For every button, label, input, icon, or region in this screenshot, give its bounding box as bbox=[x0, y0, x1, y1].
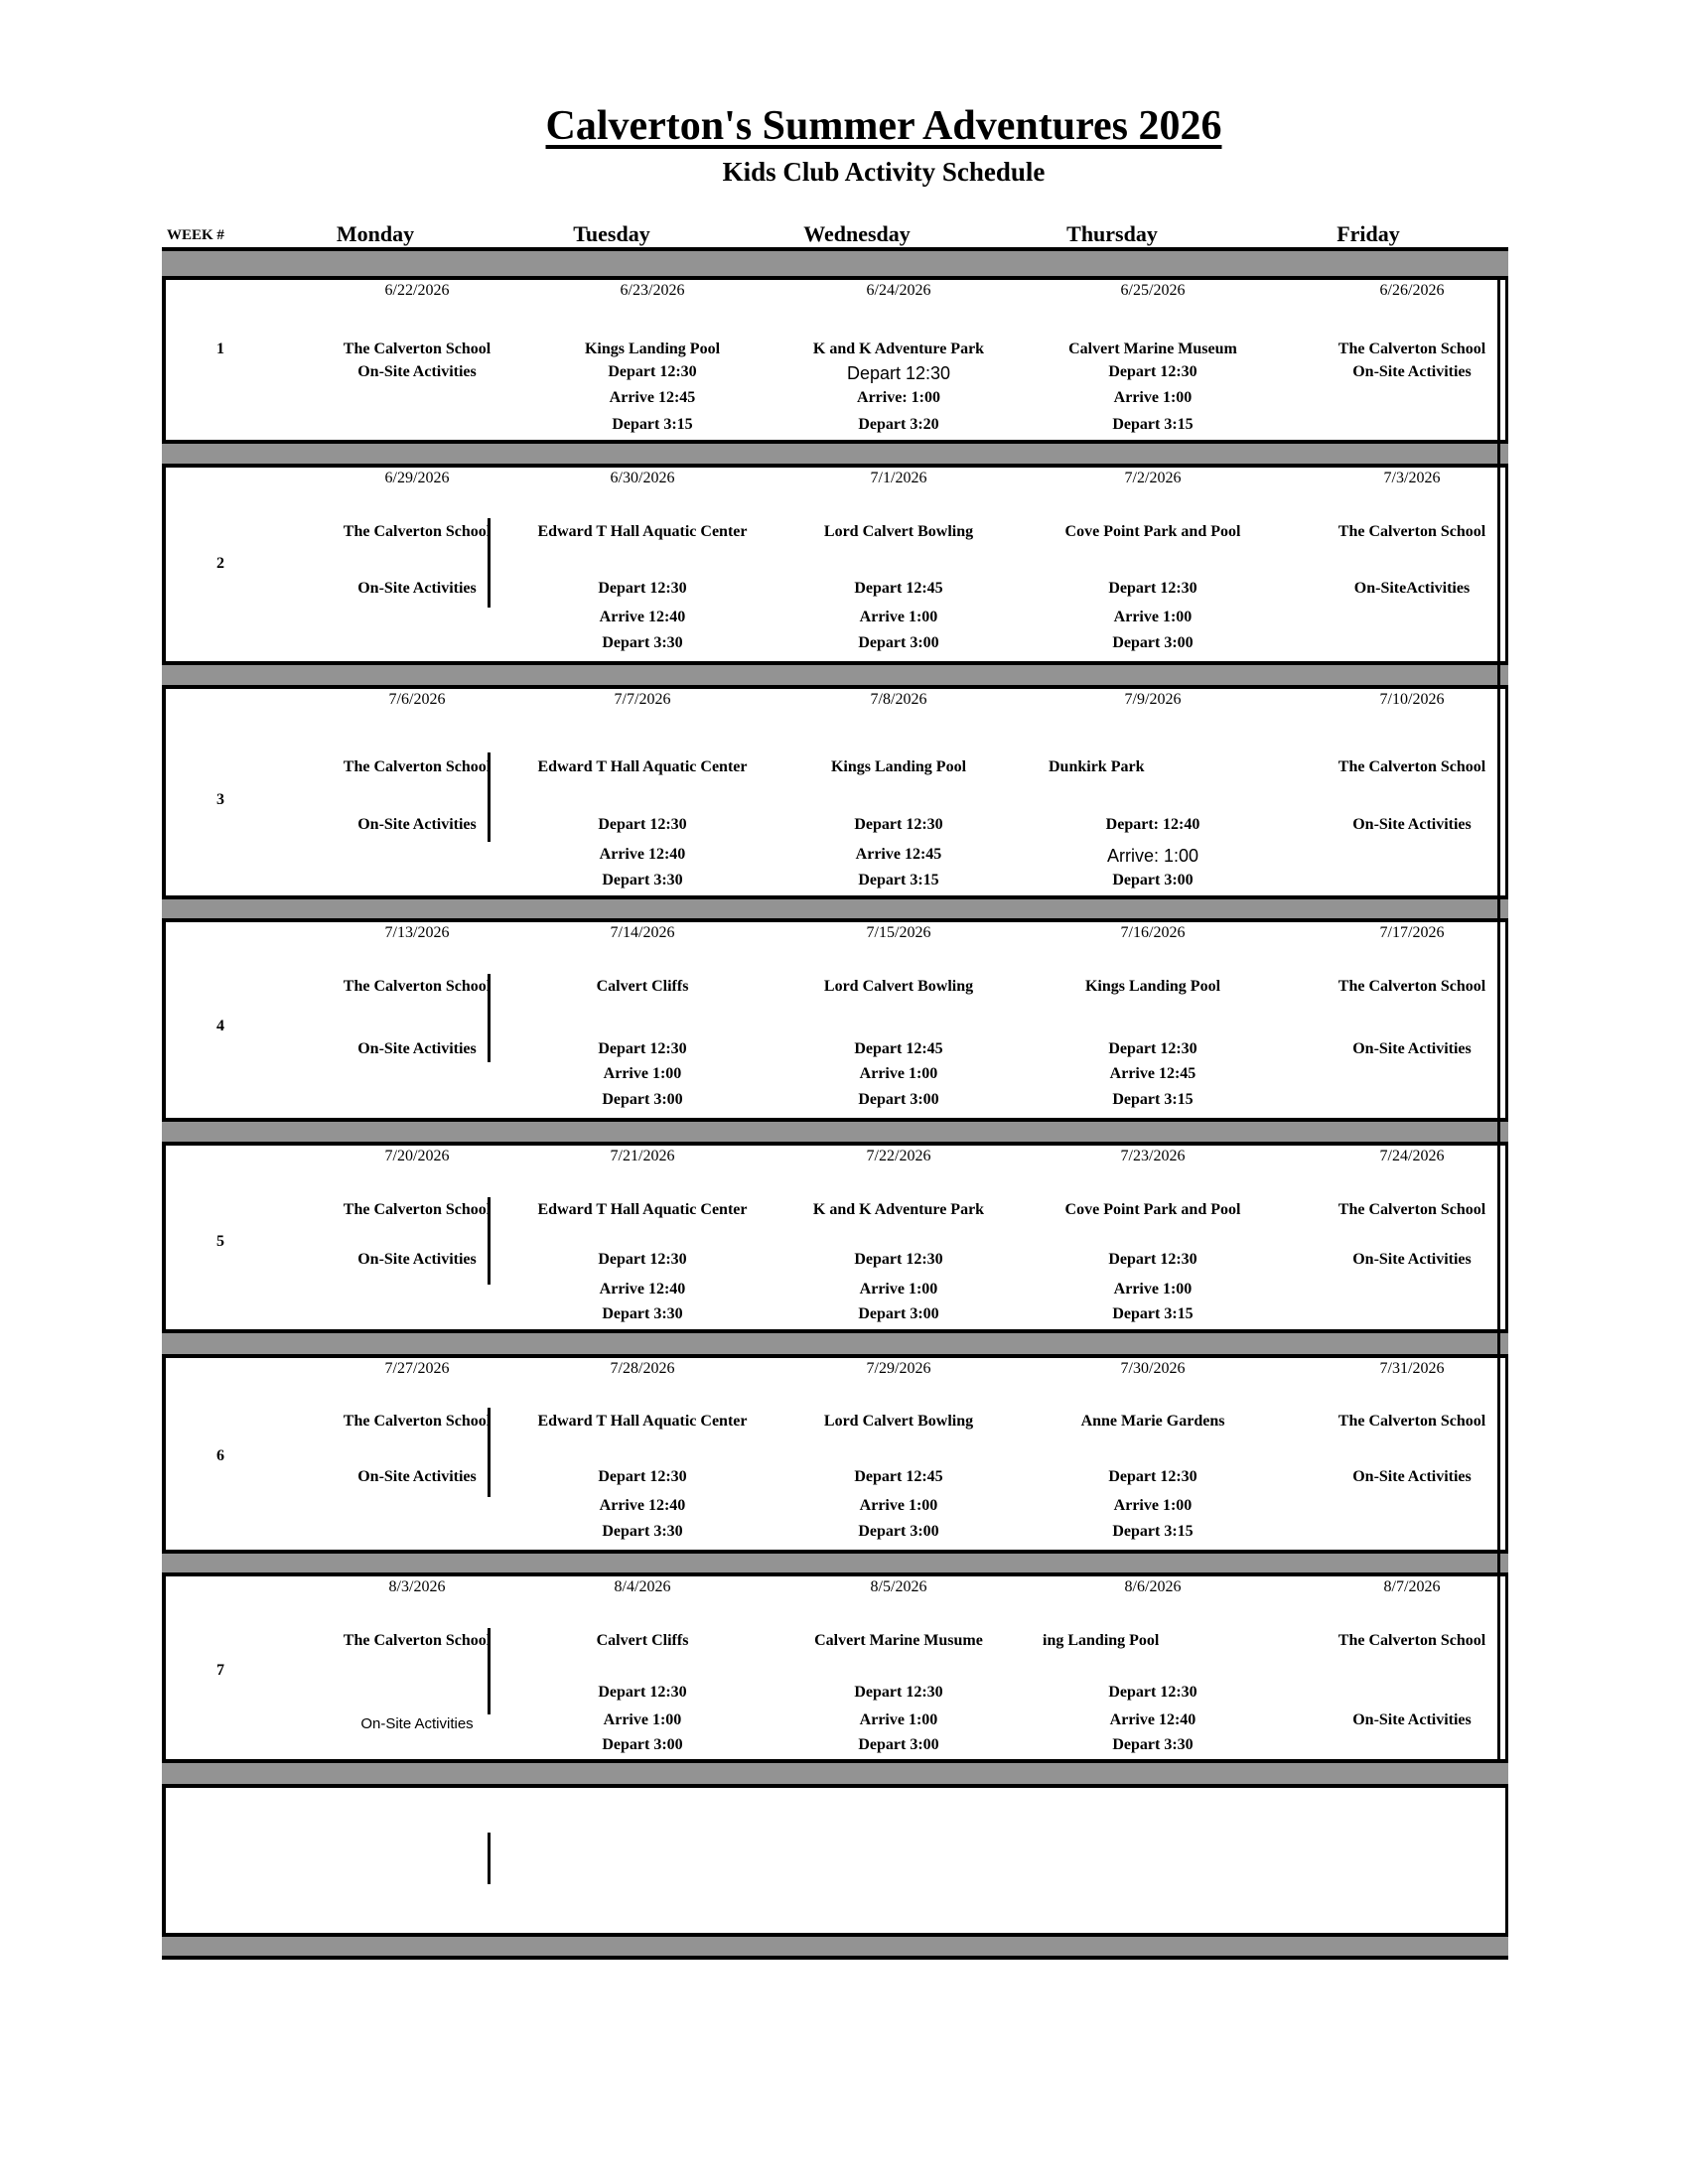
cell-line: On-Site Activities bbox=[357, 816, 477, 833]
cell-line: Arrive 1:00 bbox=[859, 1065, 938, 1082]
cell-line: On-Site Activities bbox=[1352, 1040, 1472, 1057]
cell-line: Depart 3:15 bbox=[1112, 1523, 1194, 1540]
cell-date: 7/31/2026 bbox=[1379, 1360, 1445, 1377]
cell-line: Depart 12:30 bbox=[598, 1468, 687, 1485]
cell-line: Depart 3:20 bbox=[858, 416, 939, 433]
cell-line: On-Site Activities bbox=[357, 363, 477, 380]
cell-line: Depart 12:30 bbox=[1108, 1468, 1197, 1485]
cell-location: The Calverton School bbox=[343, 523, 492, 540]
week-row-3 bbox=[166, 689, 1497, 895]
week-column-header: WEEK # bbox=[167, 227, 224, 243]
cell-location: Edward T Hall Aquatic Center bbox=[537, 1201, 748, 1218]
cell-location: Anne Marie Gardens bbox=[1080, 1413, 1225, 1430]
cell-line: Depart 3:15 bbox=[1112, 416, 1194, 433]
cell-date: 8/6/2026 bbox=[1124, 1578, 1182, 1595]
cell-date: 7/27/2026 bbox=[384, 1360, 450, 1377]
cell-line: Depart 12:30 bbox=[1108, 363, 1197, 380]
week-number: 5 bbox=[216, 1233, 224, 1250]
day-cell bbox=[293, 280, 541, 440]
cell-line: Depart 12:30 bbox=[598, 1684, 687, 1701]
week-number: 3 bbox=[216, 791, 224, 808]
cell-location: Edward T Hall Aquatic Center bbox=[537, 758, 748, 775]
cell-location: The Calverton School bbox=[343, 758, 492, 775]
week-row-5 bbox=[166, 1146, 1497, 1329]
cell-location: The Calverton School bbox=[343, 978, 492, 995]
cell-location: Calvert Marine Musume bbox=[814, 1632, 983, 1649]
cell-location: Calvert Cliffs bbox=[596, 978, 689, 995]
cell-location: Kings Landing Pool bbox=[830, 758, 967, 775]
cell-date: 7/6/2026 bbox=[388, 691, 446, 708]
cell-line: Depart 12:30 bbox=[1108, 1251, 1197, 1268]
cell-date: 7/29/2026 bbox=[866, 1360, 931, 1377]
cell-location: The Calverton School bbox=[1337, 1201, 1486, 1218]
cell-date: 8/4/2026 bbox=[614, 1578, 671, 1595]
cell-line: Depart 12:30 bbox=[846, 363, 951, 383]
cell-date: 7/1/2026 bbox=[870, 470, 927, 486]
cell-line: Arrive 12:40 bbox=[599, 1497, 686, 1514]
cell-location: The Calverton School bbox=[343, 341, 492, 357]
cell-date: 6/29/2026 bbox=[384, 470, 450, 486]
cell-line: Arrive 1:00 bbox=[1113, 609, 1193, 625]
cell-line: Depart 3:30 bbox=[602, 634, 683, 651]
day-cell bbox=[1288, 280, 1536, 440]
cell-line: On-Site Activities bbox=[357, 1040, 477, 1057]
cell-location: Calvert Marine Museum bbox=[1068, 341, 1237, 357]
cell-date: 6/26/2026 bbox=[1379, 282, 1445, 299]
cell-line: Arrive 1:00 bbox=[859, 609, 938, 625]
cell-line: Depart 3:00 bbox=[858, 634, 939, 651]
cell-line: Depart 3:00 bbox=[1112, 872, 1194, 888]
cell-line: Arrive 1:00 bbox=[859, 1281, 938, 1297]
cell-location: K and K Adventure Park bbox=[812, 1201, 985, 1218]
cell-date: 8/3/2026 bbox=[388, 1578, 446, 1595]
cell-line: On-Site Activities bbox=[357, 580, 477, 597]
cell-location: The Calverton School bbox=[343, 1632, 492, 1649]
week-number: 1 bbox=[216, 341, 224, 357]
cell-location: ing Landing Pool bbox=[1043, 1632, 1160, 1649]
cell-line: Arrive 1:00 bbox=[603, 1711, 682, 1728]
week-number: 6 bbox=[216, 1447, 224, 1464]
cell-date: 7/14/2026 bbox=[610, 924, 675, 941]
cell-date: 7/10/2026 bbox=[1379, 691, 1445, 708]
cell-line: Depart 3:00 bbox=[858, 1305, 939, 1322]
day-cell bbox=[774, 280, 1023, 440]
separator-bar bbox=[162, 1550, 1508, 1576]
cell-location: The Calverton School bbox=[1337, 758, 1486, 775]
cell-location: The Calverton School bbox=[343, 1201, 492, 1218]
cell-date: 6/25/2026 bbox=[1120, 282, 1186, 299]
cell-location: Edward T Hall Aquatic Center bbox=[537, 1413, 748, 1430]
cell-line: Depart 12:30 bbox=[608, 363, 697, 380]
cell-line: Depart 3:30 bbox=[1112, 1736, 1194, 1753]
cell-line: Depart 12:45 bbox=[854, 580, 943, 597]
cell-line: Depart 12:30 bbox=[598, 816, 687, 833]
cell-date: 8/7/2026 bbox=[1383, 1578, 1441, 1595]
cell-line: Depart 12:30 bbox=[1108, 1040, 1197, 1057]
cell-location: Lord Calvert Bowling bbox=[823, 978, 974, 995]
cell-line: Depart 12:45 bbox=[854, 1468, 943, 1485]
cell-date: 7/28/2026 bbox=[610, 1360, 675, 1377]
cell-location: Lord Calvert Bowling bbox=[823, 1413, 974, 1430]
day-header-friday: Friday bbox=[1336, 221, 1400, 246]
cell-location: Lord Calvert Bowling bbox=[823, 523, 974, 540]
cell-date: 7/16/2026 bbox=[1120, 924, 1186, 941]
cell-location: Edward T Hall Aquatic Center bbox=[537, 523, 748, 540]
cell-date: 6/30/2026 bbox=[610, 470, 675, 486]
day-cell bbox=[1029, 280, 1277, 440]
cell-date: 6/23/2026 bbox=[620, 282, 685, 299]
cell-line: Arrive 1:00 bbox=[1113, 1497, 1193, 1514]
cell-line: Depart 12:30 bbox=[598, 1251, 687, 1268]
cell-line: Depart 3:30 bbox=[602, 1305, 683, 1322]
cell-line: On-SiteActivities bbox=[1353, 580, 1471, 597]
cell-line: On-Site Activities bbox=[357, 1251, 477, 1268]
cell-location: The Calverton School bbox=[1337, 1632, 1486, 1649]
day-header-tuesday: Tuesday bbox=[573, 221, 650, 246]
cell-line: Depart 12:30 bbox=[1108, 1684, 1197, 1701]
column-divider bbox=[488, 1833, 491, 1884]
cell-date: 7/20/2026 bbox=[384, 1148, 450, 1164]
cell-line: Depart 3:00 bbox=[858, 1523, 939, 1540]
cell-line: Depart 3:00 bbox=[602, 1736, 683, 1753]
cell-line: Depart 3:15 bbox=[612, 416, 693, 433]
cell-line: On-Site Activities bbox=[360, 1715, 474, 1732]
cell-line: Arrive 12:45 bbox=[1109, 1065, 1196, 1082]
cell-date: 7/17/2026 bbox=[1379, 924, 1445, 941]
cell-line: Arrive 1:00 bbox=[603, 1065, 682, 1082]
week-row-2 bbox=[166, 468, 1497, 661]
cell-date: 7/30/2026 bbox=[1120, 1360, 1186, 1377]
cell-line: Arrive 12:40 bbox=[1109, 1711, 1196, 1728]
cell-date: 7/15/2026 bbox=[866, 924, 931, 941]
cell-line: Arrive 1:00 bbox=[1113, 1281, 1193, 1297]
cell-location: The Calverton School bbox=[1337, 978, 1486, 995]
cell-line: Arrive 1:00 bbox=[1113, 389, 1193, 406]
empty-row bbox=[166, 1788, 1497, 1933]
cell-location: The Calverton School bbox=[1337, 341, 1486, 357]
cell-date: 7/8/2026 bbox=[870, 691, 927, 708]
day-header-thursday: Thursday bbox=[1066, 221, 1158, 246]
cell-line: Depart 12:30 bbox=[854, 816, 943, 833]
cell-date: 7/9/2026 bbox=[1124, 691, 1182, 708]
cell-date: 6/22/2026 bbox=[384, 282, 450, 299]
separator-bar bbox=[162, 1118, 1508, 1146]
cell-date: 7/2/2026 bbox=[1124, 470, 1182, 486]
cell-line: Arrive 12:40 bbox=[599, 846, 686, 863]
cell-location: The Calverton School bbox=[343, 1413, 492, 1430]
cell-line: Depart 3:15 bbox=[858, 872, 939, 888]
cell-line: On-Site Activities bbox=[1352, 1711, 1472, 1728]
cell-date: 6/24/2026 bbox=[866, 282, 931, 299]
cell-line: On-Site Activities bbox=[1352, 1251, 1472, 1268]
day-header-wednesday: Wednesday bbox=[803, 221, 911, 246]
cell-location: Kings Landing Pool bbox=[1084, 978, 1221, 995]
cell-date: 8/5/2026 bbox=[870, 1578, 927, 1595]
cell-location: Calvert Cliffs bbox=[596, 1632, 689, 1649]
cell-line: Depart: 12:40 bbox=[1105, 816, 1200, 833]
document-subtitle: Kids Club Activity Schedule bbox=[722, 157, 1046, 187]
cell-line: Arrive 1:00 bbox=[859, 1711, 938, 1728]
document-title: Calverton's Summer Adventures 2026 bbox=[545, 103, 1222, 149]
cell-date: 7/22/2026 bbox=[866, 1148, 931, 1164]
cell-location: The Calverton School bbox=[1337, 523, 1486, 540]
cell-line: Depart 12:30 bbox=[598, 1040, 687, 1057]
week-number: 7 bbox=[216, 1662, 224, 1679]
separator-bar bbox=[162, 895, 1508, 922]
cell-line: Depart 3:15 bbox=[1112, 1091, 1194, 1108]
separator-bar bbox=[162, 661, 1508, 689]
cell-line: On-Site Activities bbox=[357, 1468, 477, 1485]
separator-bar bbox=[162, 1759, 1508, 1788]
cell-line: Arrive: 1:00 bbox=[1106, 846, 1199, 866]
week-number: 4 bbox=[216, 1018, 224, 1034]
cell-line: Arrive 1:00 bbox=[859, 1497, 938, 1514]
cell-location: K and K Adventure Park bbox=[812, 341, 985, 357]
cell-line: Arrive 12:45 bbox=[609, 389, 696, 406]
cell-line: Depart 3:00 bbox=[858, 1091, 939, 1108]
cell-location: Kings Landing Pool bbox=[584, 341, 721, 357]
separator-bar bbox=[162, 440, 1508, 468]
cell-line: Depart 3:30 bbox=[602, 872, 683, 888]
cell-date: 7/3/2026 bbox=[1383, 470, 1441, 486]
cell-line: Depart 12:30 bbox=[854, 1251, 943, 1268]
separator-bar bbox=[162, 247, 1508, 280]
week-row-1 bbox=[166, 280, 1497, 440]
cell-line: Depart 3:30 bbox=[602, 1523, 683, 1540]
cell-location: Cove Point Park and Pool bbox=[1064, 1201, 1241, 1218]
separator-bar bbox=[162, 1329, 1508, 1358]
cell-location: Cove Point Park and Pool bbox=[1064, 523, 1241, 540]
week-row-7 bbox=[166, 1576, 1497, 1759]
cell-line: Depart 3:15 bbox=[1112, 1305, 1194, 1322]
week-row-6 bbox=[166, 1358, 1497, 1550]
cell-line: On-Site Activities bbox=[1352, 1468, 1472, 1485]
cell-date: 7/21/2026 bbox=[610, 1148, 675, 1164]
week-number: 2 bbox=[216, 555, 224, 572]
cell-location: Dunkirk Park bbox=[1049, 758, 1145, 775]
cell-line: Depart 12:30 bbox=[598, 580, 687, 597]
cell-line: On-Site Activities bbox=[1352, 816, 1472, 833]
cell-line: Arrive 12:40 bbox=[599, 1281, 686, 1297]
cell-date: 7/13/2026 bbox=[384, 924, 450, 941]
table-right-border bbox=[1497, 280, 1500, 1759]
cell-line: On-Site Activities bbox=[1352, 363, 1472, 380]
cell-date: 7/7/2026 bbox=[614, 691, 671, 708]
day-cell bbox=[528, 280, 776, 440]
day-header-monday: Monday bbox=[336, 221, 415, 246]
cell-line: Depart 12:45 bbox=[854, 1040, 943, 1057]
cell-line: Depart 12:30 bbox=[854, 1684, 943, 1701]
week-row-4 bbox=[166, 922, 1497, 1118]
cell-date: 7/24/2026 bbox=[1379, 1148, 1445, 1164]
separator-bar bbox=[162, 1933, 1508, 1960]
cell-line: Depart 3:00 bbox=[602, 1091, 683, 1108]
cell-line: Depart 3:00 bbox=[858, 1736, 939, 1753]
cell-line: Arrive 12:40 bbox=[599, 609, 686, 625]
cell-line: Depart 3:00 bbox=[1112, 634, 1194, 651]
cell-line: Arrive: 1:00 bbox=[857, 389, 940, 406]
cell-line: Depart 12:30 bbox=[1108, 580, 1197, 597]
cell-location: The Calverton School bbox=[1337, 1413, 1486, 1430]
cell-date: 7/23/2026 bbox=[1120, 1148, 1186, 1164]
cell-line: Arrive 12:45 bbox=[855, 846, 942, 863]
